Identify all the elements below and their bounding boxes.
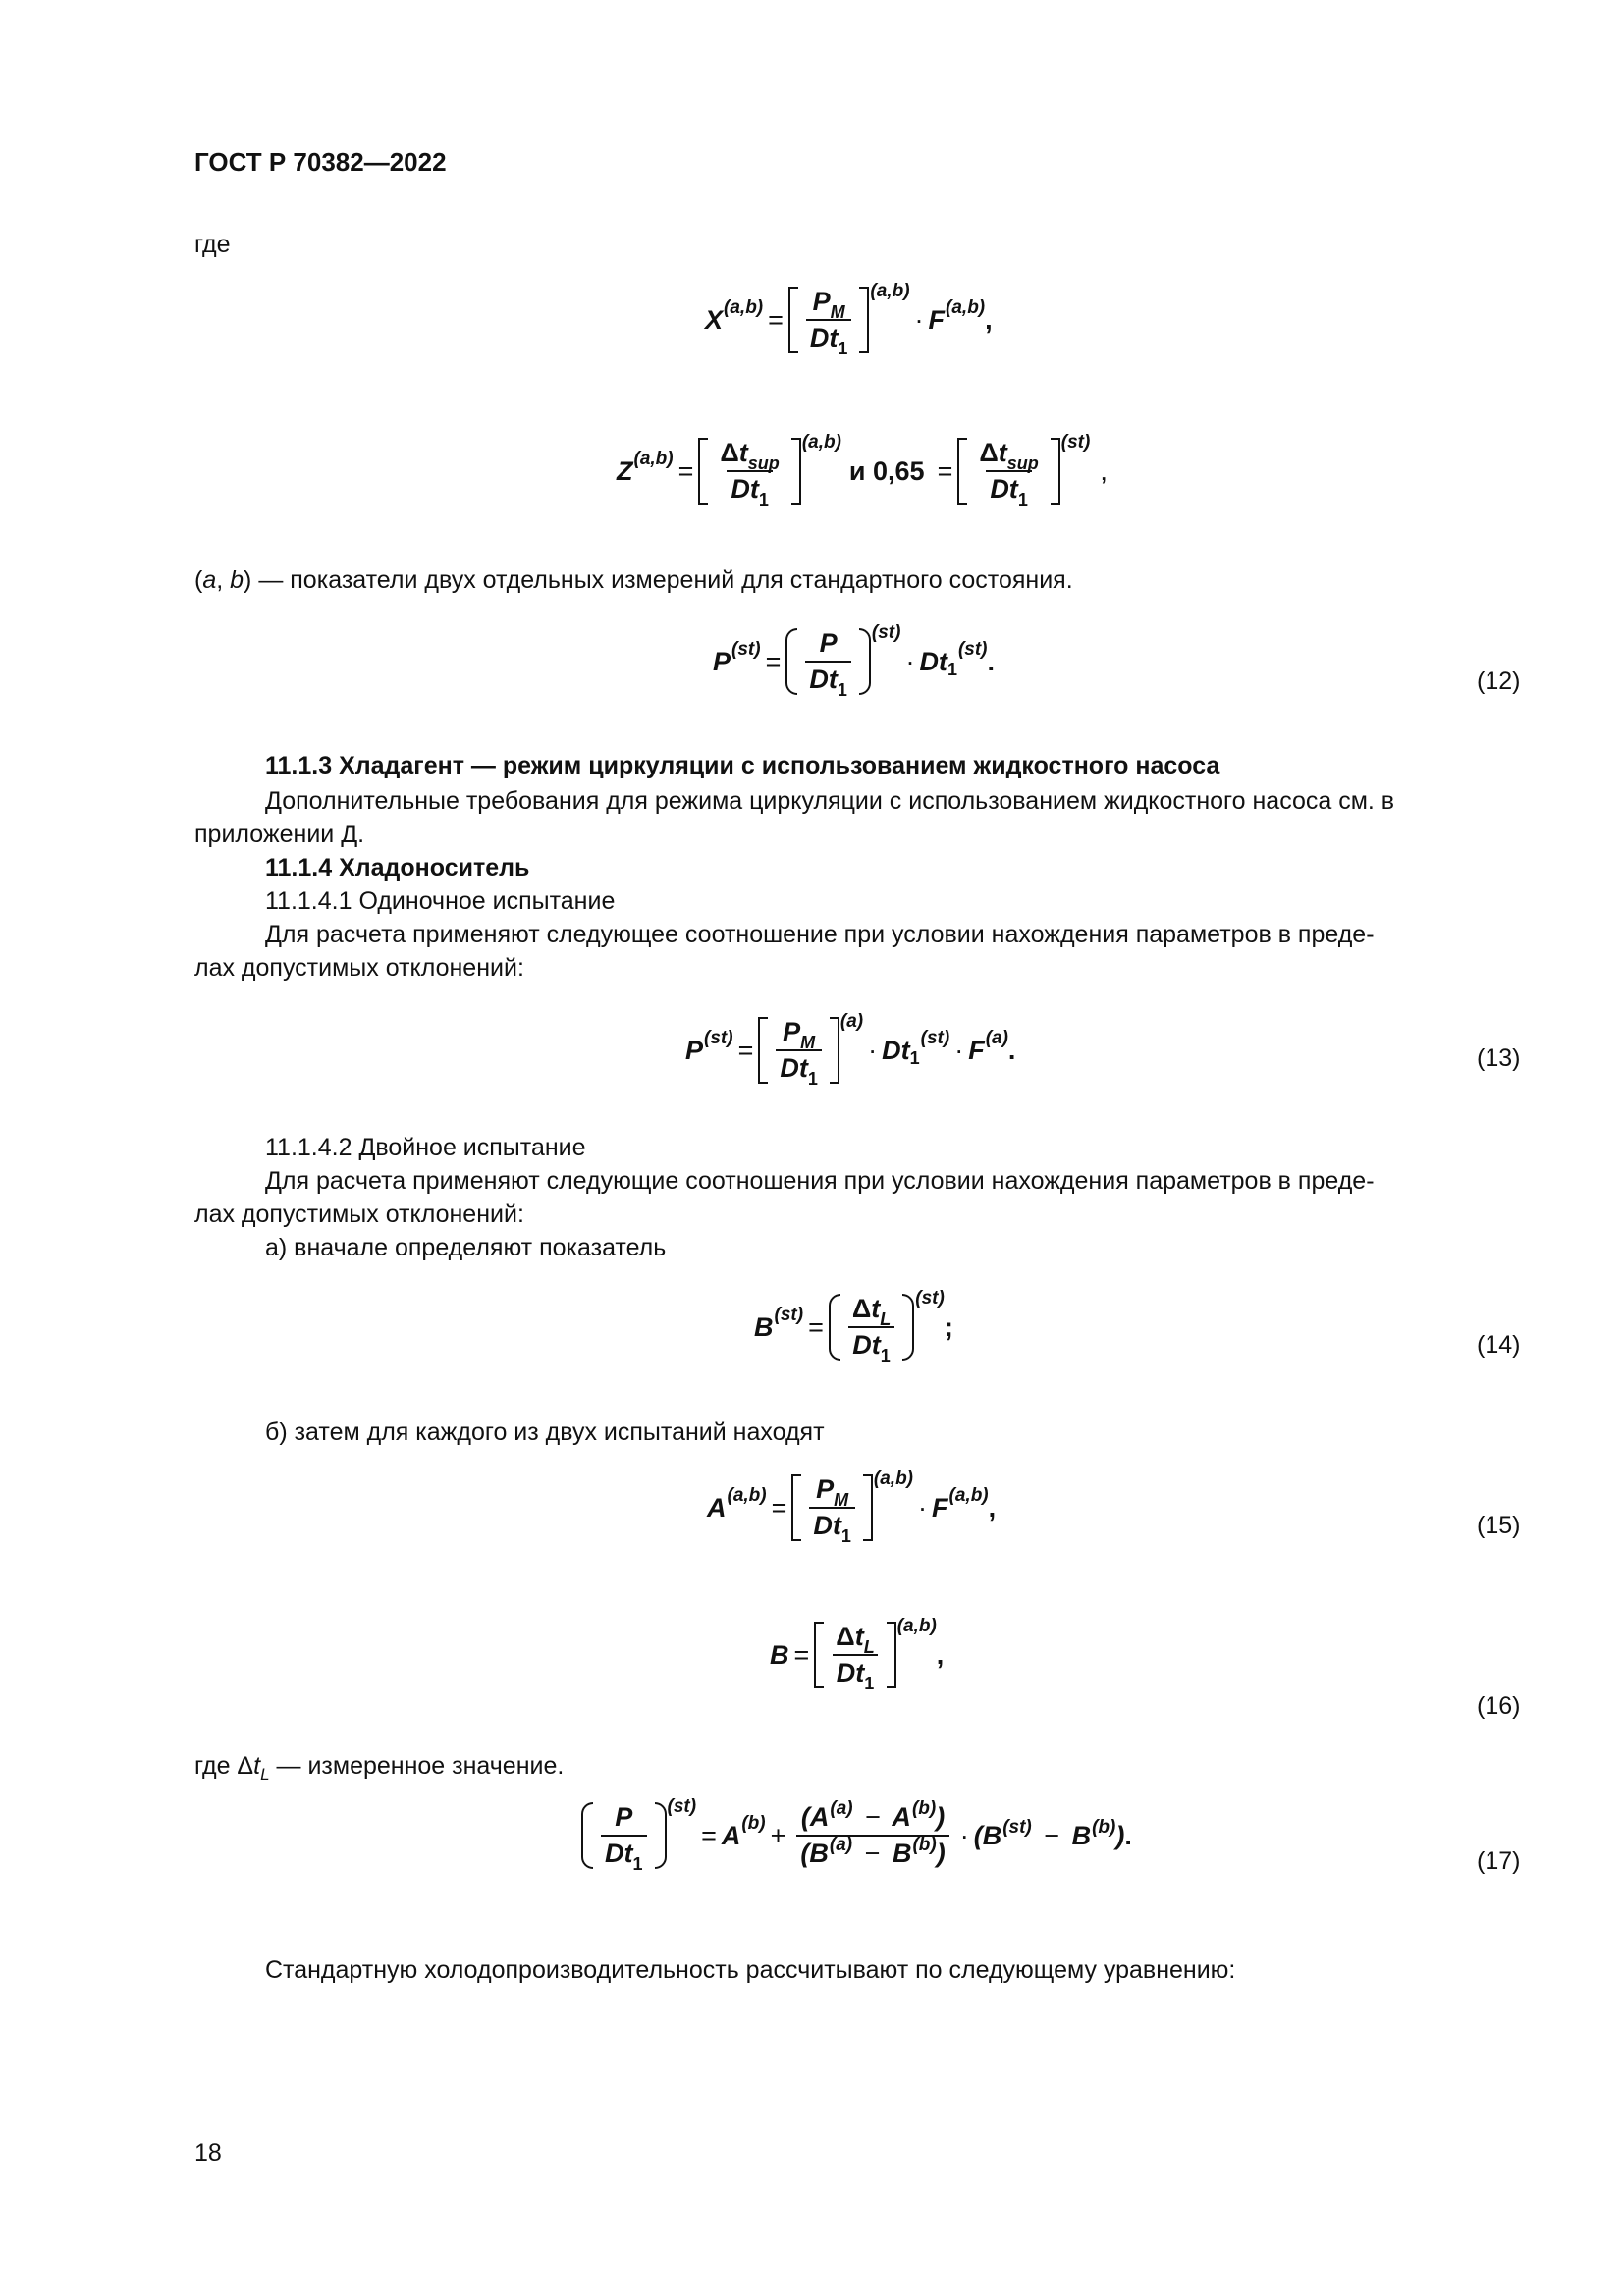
- where-label: где: [194, 231, 231, 258]
- section-11-1-4-title: 11.1.4 Хладоноситель: [265, 854, 530, 881]
- and-coefficient: и 0,65: [848, 455, 925, 486]
- formula-13: P (st) = $\frac{P_M}{Dt_1}$ (a) · Dt 1 (st) · F (a) .: [685, 1011, 1016, 1089]
- section-11-1-4-2-text-2: лах допустимых отклонений:: [194, 1201, 524, 1228]
- list-item-b: б) затем для каждого из двух испытаний находят: [265, 1418, 825, 1446]
- formula-12: P (st) = $\frac{P}{Dt_1}$ (st) · Dt 1 (st) .: [713, 622, 996, 700]
- equation-number-14: (14): [1477, 1331, 1521, 1359]
- final-sentence: Стандартную холодопроизводительность рассчитывают по следующему уравнению:: [265, 1956, 1236, 1984]
- document-header: ГОСТ Р 70382—2022: [194, 147, 447, 177]
- section-11-1-3-text-1: Дополнительные требования для режима циркуляции с использованием жидкостного насоса см. в: [265, 787, 1395, 815]
- formula-x: X (a,b) = $\frac{P_M}{Dt_1}$ (a,b) · F (a,b) ,: [705, 281, 993, 358]
- equation-number-13: (13): [1477, 1044, 1521, 1072]
- formula-16: B = $\frac{\Delta t_L}{Dt_1}$ (a,b) ,: [770, 1616, 945, 1693]
- section-11-1-3-text-2: приложении Д.: [194, 821, 365, 848]
- page-number: 18: [194, 2139, 222, 2166]
- formula-z: Z (a,b) = $\frac{\Delta t_{sup}}{Dt_1}$ (a,b) и 0,65 = $\frac{\Delta t_{sup}}{Dt_1}$ (st) ,: [617, 432, 1108, 509]
- where-delta-tl: где $\Delta t_L$ — измеренное значение.: [194, 1752, 565, 1784]
- equation-number-12: (12): [1477, 667, 1521, 695]
- formula-17: $\frac{P}{Dt_1}$ (st) = A (b) + $\frac{(A^{(a)} - A^{(b)})}{(B^{(a)} - B^{(b)})}$ · $(B^{(st)} - B^{(b)})$ .: [581, 1802, 1132, 1876]
- ab-note: (a, b) — показатели двух отдельных измерений для стандартного состояния.: [194, 566, 1073, 594]
- where-delta-tl-prefix: где Δ: [194, 1752, 254, 1780]
- equation-number-15: (15): [1477, 1512, 1521, 1539]
- equation-number-16: (16): [1477, 1692, 1521, 1720]
- formula-15: A (a,b) = $\frac{P_M}{Dt_1}$ (a,b) · F (a,b) ,: [707, 1468, 997, 1546]
- section-11-1-4-2-title: 11.1.4.2 Двойное испытание: [265, 1134, 586, 1161]
- ab-note-text: — показатели двух отдельных измерений для стандартного состояния.: [258, 566, 1073, 594]
- section-11-1-4-1-title: 11.1.4.1 Одиночное испытание: [265, 887, 616, 915]
- section-11-1-4-1-text-2: лах допустимых отклонений:: [194, 954, 524, 982]
- where-delta-tl-suffix: — измеренное значение.: [269, 1752, 565, 1780]
- formula-14: B (st) = $\frac{\Delta t_L}{Dt_1}$ (st) ;: [754, 1288, 953, 1365]
- section-11-1-3-title: 11.1.3 Хладагент — режим циркуляции с использованием жидкостного насоса: [265, 752, 1220, 779]
- equation-number-17: (17): [1477, 1847, 1521, 1875]
- section-11-1-4-2-text-1: Для расчета применяют следующие соотношения при условии нахождения параметров в преде-: [265, 1167, 1375, 1195]
- list-item-a: а) вначале определяют показатель: [265, 1234, 667, 1261]
- section-11-1-4-1-text-1: Для расчета применяют следующее соотношение при условии нахождения параметров в преде-: [265, 921, 1375, 948]
